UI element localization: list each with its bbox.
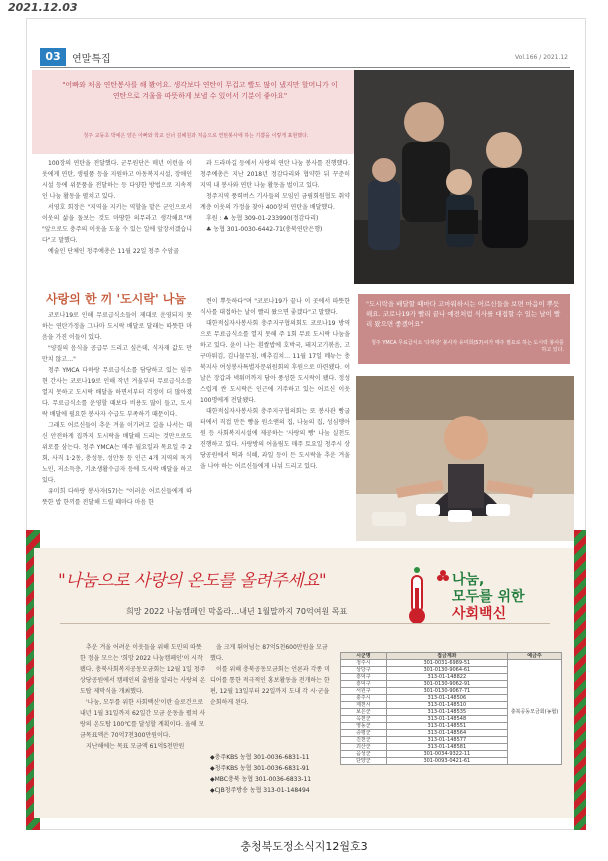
motto-line-1: 나눔, — [452, 572, 485, 588]
donation-account: 후원 : ♣ 농협 309-01-233990(정감다리) — [206, 215, 319, 222]
motto-line-3: 사회백신 — [452, 606, 507, 622]
campaign-subtitle: 희망 2022 나눔캠페인 막올라…내년 1월말까지 70억여원 목표 — [126, 607, 348, 616]
campaign-motto — [452, 572, 525, 623]
article-column-3 — [42, 310, 192, 538]
table-header-holder: 예금주 — [508, 653, 562, 660]
holder-cell: 충북공동모금회(농협) — [508, 660, 562, 765]
account-line: ◆MBC충북 농협 301-0036-6833-11 — [210, 776, 312, 783]
account-cell: 313-01-148551 — [386, 723, 507, 730]
flower-icon — [436, 568, 450, 582]
paragraph: 100장의 연탄을 전달했다. 군무원단은 매년 이런을 이웃에게 연탄, 생필품 등을 지원하고 아동복지시설, 장애인 시설 등에 위문품을 전달하는 등 다양한 방법으로 지속적인 나눔 활동을 펼치고 있다. — [42, 160, 192, 200]
paragraph: '나눔, 모두를 위한 사회백신'이란 슬로건으로 내년 1월 31일까지 62일간 모금 운동을 펼쳐 사랑의 온도탑 100℃를 달성할 계획이다. 올해 모금목표액은 70억7천300만원이다. — [80, 699, 206, 739]
decorative-stripe-right — [574, 530, 586, 830]
table-header-region: 시군명 — [341, 653, 387, 660]
paragraph: 서영호 회장은 "지역을 지키는 역할을 맡은 군인으로서 이웃의 삶을 돌보는 것도 마땅한 의무라고 생각해요"며 "앞으로도 충주의 이웃을 도울 수 있는 일에 앞장서겠습니다"고 말했다. — [42, 204, 192, 244]
section-bar — [40, 46, 570, 68]
lunchbox-volunteer-photo — [356, 376, 574, 541]
paragraph: 이를 위해 충북공동모금회는 언론과 각종 미디어를 통한 적극적인 홍보활동을 전개하는 한편, 12월 13일부터 22일까지 도내 각 시·군을 순회하게 된다. — [210, 666, 330, 706]
paragraph: 청주지역 풍력버스 기사들의 모임인 금림회원협도 취약계층 이웃의 가정을 찾아 400장의 연탄을 배달했다. — [200, 193, 350, 211]
banner-column-1 — [80, 642, 206, 818]
section-heading: 사랑의 한 끼 '도시락' 나눔 — [46, 292, 186, 306]
paragraph: 예술인 단체인 청주예총은 11월 22일 청주 수암골 — [48, 248, 180, 255]
account-cell: 301-0130-9064-61 — [386, 667, 507, 674]
volume-label: Vol.166 / 2021.12 — [515, 54, 568, 61]
section-title: 연말특집 — [72, 54, 111, 65]
region-cell: 옥천군 — [341, 716, 387, 723]
region-cell: 서원구 — [341, 688, 387, 695]
account-cell: 301-0034-9322-11 — [386, 751, 507, 758]
paragraph: "양질의 음식을 공급무 드리고 싶은데, 식자재 값도 만만치 않고…" — [42, 345, 192, 363]
account-line: ◆청주KBS 농협 301-0036-6831-91 — [210, 765, 310, 772]
paragraph: 대한적십자사봉사회 충주지구협의회도 코로나19 방역으로 무료급식소를 열지 못해 주 1회 무료 도시락 나눔을 하고 있다. 윤이 나는 흰쌀밥에 호박국, 돼지고기볶음, 고구마튀김, 김나물무침, 배추김치… 11월 17일 메뉴는 충북지사 여성봉사특별자문위원회의 후원으로 마련됐다. 이날은 장갑과 넥워머까지 담아 풍성한 도시락이 됐다. 정성스럽게 싼 도시락은 인근에 거주하고 있는 어르신 이웃 100명에게 전달됐다. — [200, 320, 350, 404]
region-cell: 제천시 — [341, 702, 387, 709]
date-stamp: 2021.12.03 — [8, 1, 78, 14]
section-header — [26, 18, 586, 78]
account-table — [340, 652, 562, 765]
table-row — [341, 660, 562, 667]
broadcast-accounts — [210, 752, 311, 796]
quote-text-2: "도시락을 배달할 때마다 고마워하시는 어르신들을 보면 마음이 뿌듯해요. 코로나19가 빨리 끝나 예전처럼 식사를 대접할 수 있는 날이 빨리 왔으면 좋겠어요" — [366, 300, 561, 328]
region-cell: 상당구 — [341, 667, 387, 674]
region-cell: 영동군 — [341, 723, 387, 730]
account-cell: 301-0031-6989-51 — [386, 660, 507, 667]
banner-column-2 — [210, 642, 332, 762]
account-cell: 313-01-148581 — [386, 744, 507, 751]
paragraph: 대한적십자사봉사회 충주지구협의회는 또 봉사관 빵굽터에서 직접 만든 빵을 원소앤의 집, 나눔의 집, 성심맹아원 등 사회복지시설에 제공하는 '사랑의 빵' 나눔 실천도 진행하고 있다. 사랑방의 어울림도 매주 토요일 청주시 상당공원에서 떡과 식혜, 과일 등이 든 도시락을 추운 겨울을 나야 하는 어르신들에게 나눠 드리고 있다. — [200, 408, 350, 470]
account-cell: 313-01-148548 — [386, 716, 507, 723]
section-number: 03 — [40, 48, 66, 66]
paragraph: 과 드라마길 등에서 사랑의 연탄 나눔 봉사를 진행했다. 청주예총은 지난 2018년 정감다리와 협약한 뒤 꾸준히 지역 내 봉사와 연탄 나눔 활동을 벌이고 있다. — [200, 160, 350, 189]
account-cell: 313-01-148506 — [386, 695, 507, 702]
region-cell: 보은군 — [341, 709, 387, 716]
page-footer: 충청북도정소식지12월호3 — [240, 840, 368, 853]
article-column-4 — [200, 296, 350, 538]
briquette-volunteers-photo — [354, 70, 574, 284]
account-cell: 313-01-148822 — [386, 674, 507, 681]
account-line: ◆CJB청주방송 농협 313-01-148494 — [210, 787, 310, 794]
paragraph: 청주 YMCA 다하랑 무료급식소를 담당하고 있는 임주현 간사는 코로나19로 인해 작년 겨울부터 무료급식소를 열지 못하고 도시락 배달을 하면서부터 걱정이 더 많아졌다. 무료급식소를 운영할 때보다 비용도 많이 들고, 도시락 배달에 필요한 봉사자 수급도 부족하기 때문이다. — [42, 367, 192, 418]
table-header-account: 접금계좌 — [386, 653, 507, 660]
account-cell: 313-01-148510 — [386, 702, 507, 709]
region-cell: 증평군 — [341, 730, 387, 737]
paragraph: 유미희 다하랑 봉사자(57)는 "이러운 어르신들에게 따뜻한 밥 한끼를 전달해 드릴 때마다 마음 한 — [42, 488, 192, 506]
account-cell: 301-0093-0421-61 — [386, 758, 507, 765]
region-cell: 흥덕구 — [341, 681, 387, 688]
region-cell: 충주시 — [341, 695, 387, 702]
region-cell: 진천군 — [341, 737, 387, 744]
account-cell: 301-0130-9062-91 — [386, 681, 507, 688]
paragraph: 추운 겨울 어려운 이웃들을 위해 도민의 따뜻한 정을 모으는 '희망 2022 나눔캠페인'이 시작됐다. 충북사회복지공동모금회는 12월 1일 청주 상당공원에서 캠페인의 출범을 알리는 사랑의 온도탑 제막식을 개최했다. — [80, 644, 206, 695]
quote-caption-2: 청주 YMCA 무료급식소 '다하랑' 봉사자 유미희(57)씨가 매주 필요로 하는 도시락 봉사를 하고 있다. — [371, 340, 564, 353]
account-cell: 301-0130-9067-71 — [386, 688, 507, 695]
article-column-2 — [200, 158, 350, 270]
quote-text: "어빠와 처음 연탄봉사를 해 봤어요. 생각보다 연탄이 무겁고 빨도 많이 냈지만 할머니가 이 연탄으로 겨울을 따뜻하게 보낼 수 있어서 기분이 좋아요" — [62, 81, 338, 100]
article-column-1 — [42, 158, 192, 270]
paragraph: 을 크게 뛰어넘는 87억5천600만원을 모금했다. — [210, 644, 328, 662]
account-cell: 313-01-148564 — [386, 730, 507, 737]
banner-divider — [60, 623, 550, 624]
paragraph: 켠이 뿌듯하다"며 "코로나19가 끝나 이 곳에서 따뜻한 식사를 대접하는 날이 빨리 왔으면 좋겠다"고 말했다. — [200, 298, 350, 316]
region-cell: 청주시 — [341, 660, 387, 667]
account-line: ◆충주KBS 농협 301-0036-6831-11 — [210, 754, 310, 761]
campaign-slogan: "나눔으로 사랑의 온도를 올려주세요" — [58, 571, 327, 591]
motto-line-2: 모두를 위한 — [452, 589, 525, 605]
region-cell: 단양군 — [341, 758, 387, 765]
region-cell: 음성군 — [341, 751, 387, 758]
donation-account: ♣ 농협 301-0030-6442-71(충북연탄은행) — [206, 226, 323, 233]
region-cell: 흥덕구 — [341, 674, 387, 681]
paragraph: 그래도 어르신들이 추운 겨울 이기려고 길을 나서는 대신 안전하게 집까지 도시락을 배달해 드리는 것만으로도 위로를 삼는다. 청주 YMCA는 매주 월요일과 목요일 주 2회, 사직 1·2동, 충성동, 성안동 등 인근 4개 지역의 독거노인, 저소득층, 기초생활수급자 등에 도시락 배달을 하고 있다. — [42, 422, 192, 484]
region-cell: 괴산군 — [341, 744, 387, 751]
thermometer-icon — [404, 566, 430, 626]
paragraph: 코로나19로 인해 무료급식소들이 제대로 운영되지 못하는 연탄가정을 그나마 도시락 배달로 달래는 따뜻한 마음을 가진 이들이 있다. — [42, 312, 192, 341]
quote-caption: 청주 교동초 박예은 양은 아빠와 학교 선너 김혜원과 처음으로 연탄봉사에 하는 기쁨을 이렇게 표현했다. — [83, 133, 309, 139]
account-cell: 313-01-148577 — [386, 737, 507, 744]
paragraph: 지난해에는 목표 모금액 61억5천만원 — [86, 743, 185, 750]
account-cell: 313-01-148535 — [386, 709, 507, 716]
